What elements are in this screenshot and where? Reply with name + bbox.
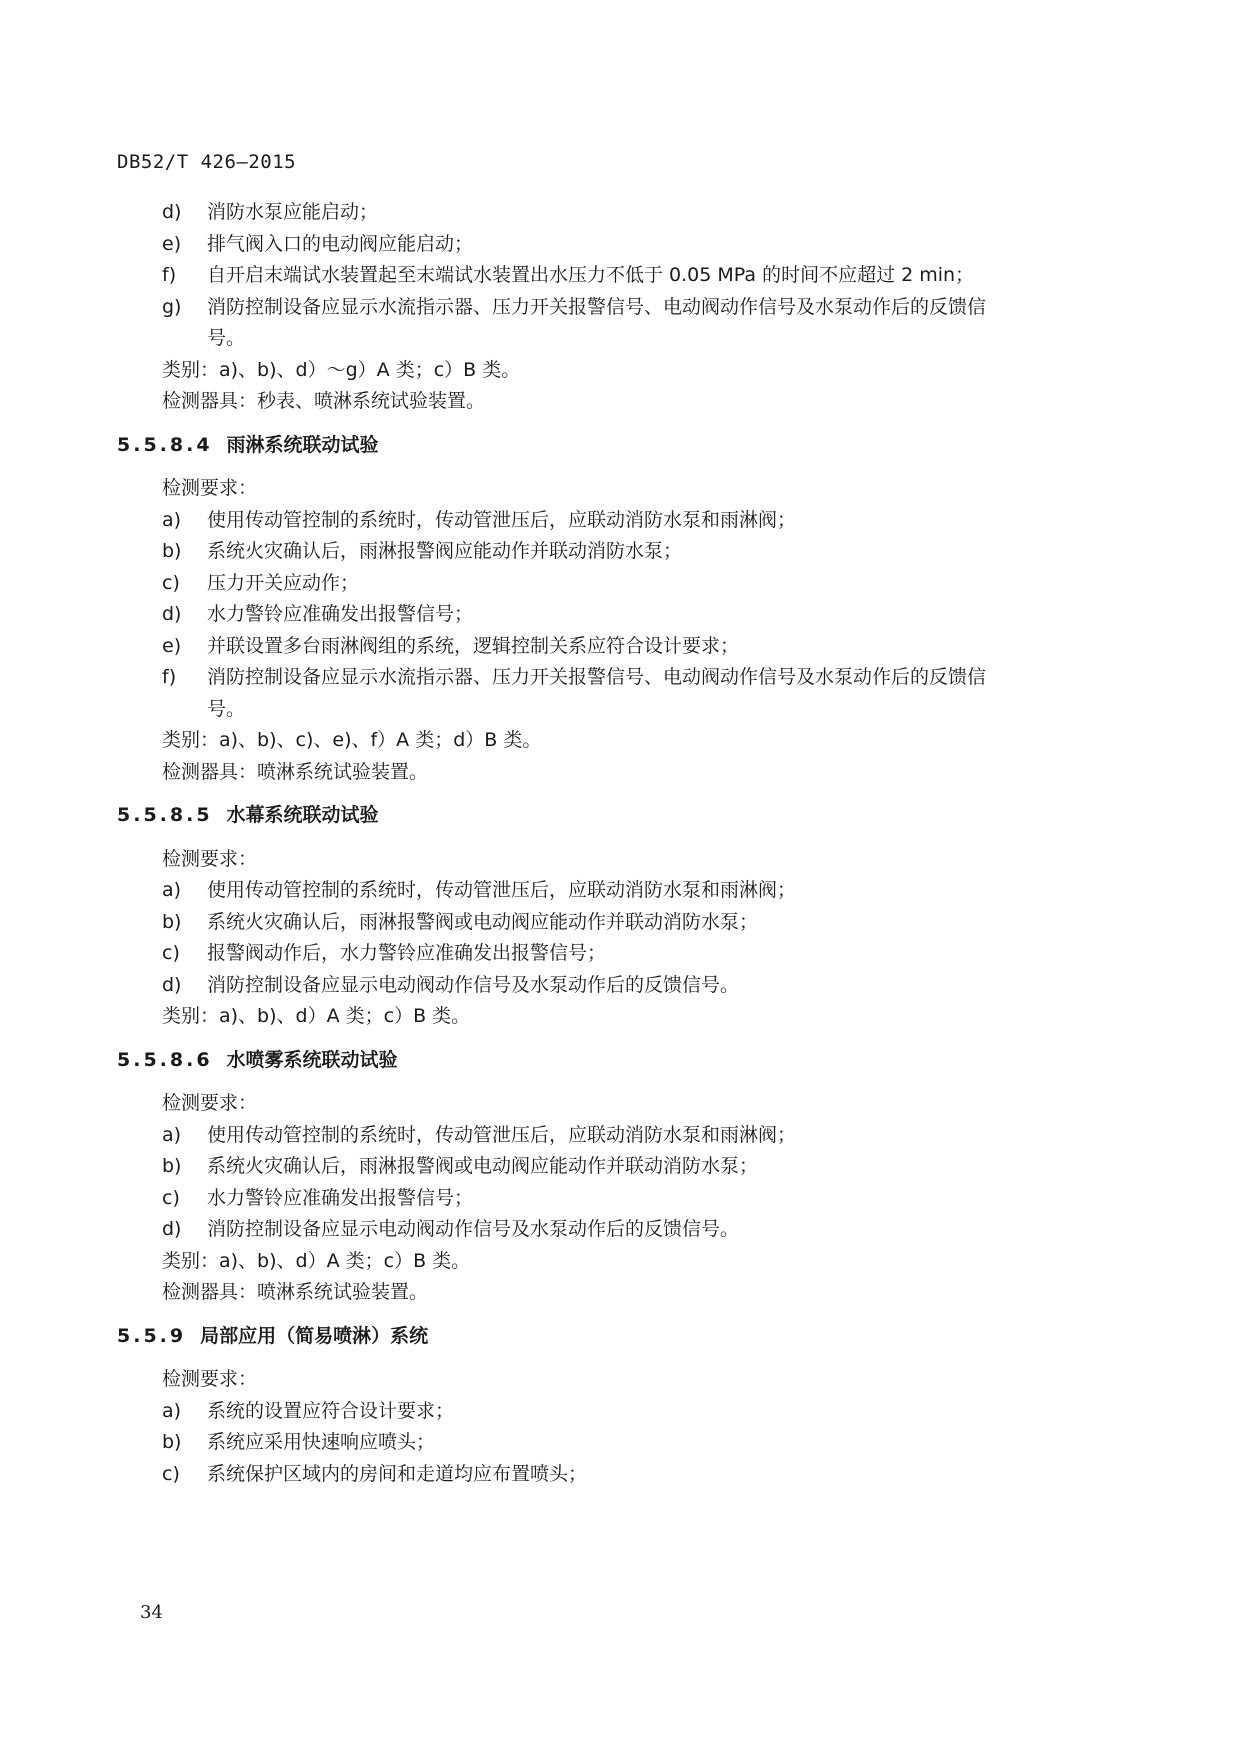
list-item-marker: b): [162, 1155, 182, 1177]
list-item-text: 并联设置多台雨淋阀组的系统，逻辑控制关系应符合设计要求；: [207, 634, 740, 657]
list-item: [117, 536, 1127, 568]
list-item: [117, 505, 1127, 537]
list-item-marker: g): [162, 295, 182, 318]
list-item-text: 压力开关应动作；: [207, 571, 360, 594]
list-item-text: 水力警铃应准确发出报警信号；: [207, 1186, 474, 1209]
list-item: [117, 662, 1127, 694]
list-item: [117, 260, 1127, 292]
paragraph: 类别：a)、b)、d）A 类；c）B 类。: [162, 1249, 471, 1272]
list-item: [117, 1396, 1127, 1428]
list-item-marker: a): [162, 1399, 182, 1422]
list-item-marker: d): [162, 1218, 182, 1240]
list-item: [117, 1120, 1127, 1152]
paragraph: 检测器具：秒表、喷淋系统试验装置。: [162, 390, 486, 412]
section-heading: [117, 430, 1127, 462]
paragraph: 类别：a)、b)、d）～g）A 类；c）B 类。: [162, 358, 521, 381]
list-item: [117, 1183, 1127, 1215]
list-item-marker: c): [162, 571, 180, 594]
list-item-text: 水力警铃应准确发出报警信号；: [207, 603, 474, 625]
paragraph: 检测器具：喷淋系统试验装置。: [162, 1281, 429, 1303]
list-item-text: 系统应采用快速响应喷头；: [207, 1431, 436, 1453]
section-number: 5.5.8.4: [117, 433, 213, 456]
list-item: [117, 197, 1127, 229]
list-item: [117, 292, 1127, 324]
list-item: [117, 1151, 1127, 1183]
list-item-continuation: 号。: [207, 327, 246, 349]
list-item-continuation: 号。: [207, 697, 246, 720]
section-title: 水喷雾系统联动试验: [226, 1048, 398, 1071]
list-item-marker: c): [162, 942, 180, 964]
list-item-text: 系统的设置应符合设计要求；: [207, 1399, 455, 1422]
list-item-marker: c): [162, 1186, 180, 1209]
list-item-marker: f): [162, 264, 177, 286]
section-number: 5.5.8.6: [117, 1048, 213, 1071]
list-item-text: 排气阀入口的电动阀应能启动；: [207, 232, 474, 255]
list-item-marker: a): [162, 1123, 182, 1146]
list-item-text: 使用传动管控制的系统时，传动管泄压后，应联动消防水泵和雨淋阀；: [207, 1123, 797, 1146]
list-item-text: 系统火灾确认后，雨淋报警阀或电动阀应能动作并联动消防水泵；: [207, 910, 759, 933]
paragraph: 检测要求：: [162, 477, 258, 499]
list-item-text: 消防控制设备应显示电动阀动作信号及水泵动作后的反馈信号。: [207, 973, 740, 996]
list-item-marker: f): [162, 666, 177, 688]
list-item: [117, 568, 1127, 600]
list-item: [117, 875, 1127, 907]
list-item-marker: b): [162, 910, 182, 933]
list-item-marker: a): [162, 879, 182, 901]
list-item-text: 自开启末端试水装置起至末端试水装置出水压力不低于 0.05 MPa 的时间不应超过 2 min；: [207, 264, 975, 286]
list-item-text: 消防控制设备应显示电动阀动作信号及水泵动作后的反馈信号。: [207, 1218, 740, 1240]
list-item-text: 系统火灾确认后，雨淋报警阀应能动作并联动消防水泵；: [207, 540, 683, 562]
list-item: [117, 229, 1127, 261]
list-item-text: 消防水泵应能启动；: [207, 201, 379, 223]
list-item: [117, 970, 1127, 1002]
page-number: 34: [140, 1602, 163, 1623]
paragraph: 检测要求：: [162, 847, 258, 870]
section-number: 5.5.9: [117, 1324, 187, 1347]
list-item-marker: d): [162, 201, 182, 223]
section-title: 水幕系统联动试验: [226, 804, 379, 826]
section-title: 雨淋系统联动试验: [226, 433, 379, 456]
list-item-text: 使用传动管控制的系统时，传动管泄压后，应联动消防水泵和雨淋阀；: [207, 508, 797, 531]
list-item: [117, 599, 1127, 631]
section-heading: [117, 800, 1127, 832]
list-item-text: 消防控制设备应显示水流指示器、压力开关报警信号、电动阀动作信号及水泵动作后的反馈信: [207, 295, 987, 318]
section-heading: [117, 1045, 1127, 1077]
list-item-text: 使用传动管控制的系统时，传动管泄压后，应联动消防水泵和雨淋阀；: [207, 879, 797, 901]
document-body: [117, 197, 1127, 1490]
list-item-marker: b): [162, 1431, 182, 1453]
list-item: [117, 1459, 1127, 1491]
list-item-marker: c): [162, 1462, 180, 1485]
paragraph: 类别：a)、b)、d）A 类；c）B 类。: [162, 1005, 471, 1027]
list-item: [117, 631, 1127, 663]
list-item-text: 系统火灾确认后，雨淋报警阀或电动阀应能动作并联动消防水泵；: [207, 1155, 759, 1177]
list-item-text: 消防控制设备应显示水流指示器、压力开关报警信号、电动阀动作信号及水泵动作后的反馈信: [207, 666, 987, 688]
list-item-marker: a): [162, 508, 182, 531]
paragraph: 检测要求：: [162, 1092, 258, 1114]
section-title: 局部应用（简易喷淋）系统: [200, 1324, 429, 1347]
list-item: [117, 907, 1127, 939]
list-item-marker: e): [162, 634, 182, 657]
paragraph: 检测要求：: [162, 1368, 258, 1390]
paragraph: 类别：a)、b)、c)、e)、f）A 类；d）B 类。: [162, 729, 542, 751]
list-item: [117, 938, 1127, 970]
section-number: 5.5.8.5: [117, 804, 213, 826]
list-item-marker: d): [162, 603, 182, 625]
list-item-marker: e): [162, 232, 182, 255]
list-item: [117, 1427, 1127, 1459]
list-item-text: 系统保护区域内的房间和走道均应布置喷头；: [207, 1462, 588, 1485]
paragraph: 检测器具：喷淋系统试验装置。: [162, 760, 429, 783]
document-id-header: DB52/T 426—2015: [117, 151, 297, 173]
list-item: [117, 1214, 1127, 1246]
list-item-marker: d): [162, 973, 182, 996]
section-heading: [117, 1321, 1127, 1353]
list-item-marker: b): [162, 540, 182, 562]
list-item-text: 报警阀动作后，水力警铃应准确发出报警信号；: [207, 942, 607, 964]
